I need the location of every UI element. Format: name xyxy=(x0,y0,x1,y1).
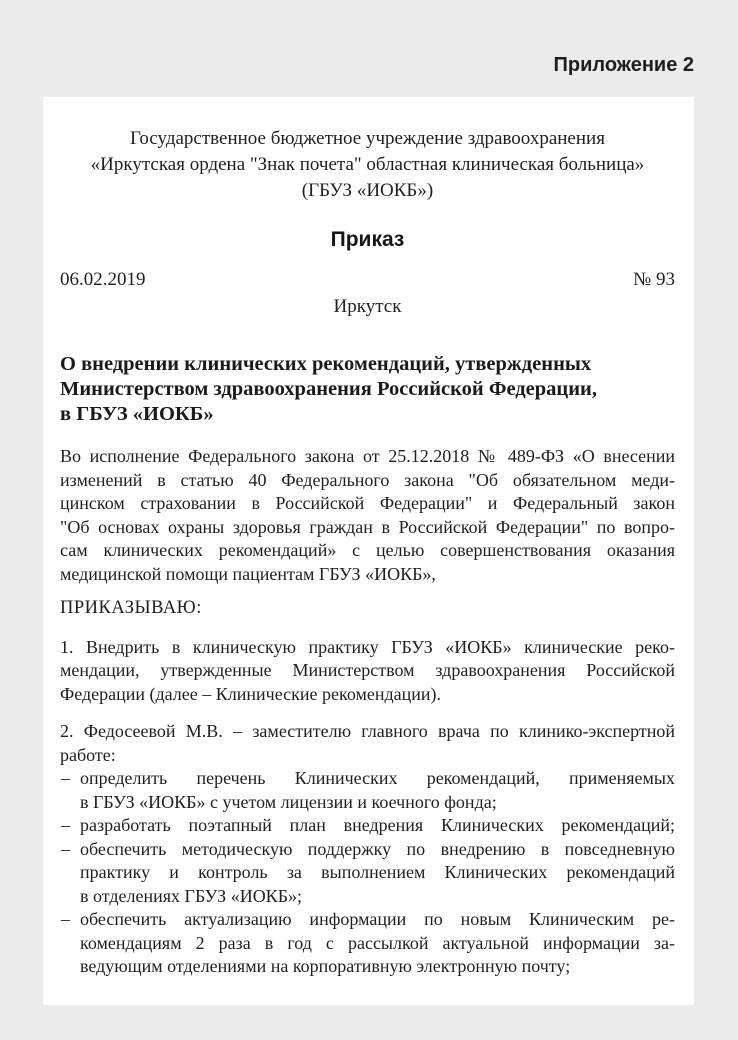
document-date: 06.02.2019 xyxy=(60,269,146,290)
list-item-text xyxy=(80,838,675,909)
document-number: № 93 xyxy=(633,269,675,290)
subject-heading xyxy=(60,352,675,427)
text-line: обеспечить актуализацию информации по новым Клиническим ре- xyxy=(80,909,675,929)
subject-line: в ГБУЗ «ИОКБ» xyxy=(60,403,214,425)
dash-marker: – xyxy=(61,768,70,788)
text-line: комендациям 2 раза в год с рассылкой актуальной информации за- xyxy=(80,932,675,953)
org-header-line: «Иркутская ордена "Знак почета" областная клиническая больница» xyxy=(90,154,645,175)
list-item-text xyxy=(80,814,675,838)
meta-row xyxy=(60,268,675,292)
text-line: сам клинических рекомендаций» с целью совершенствования оказания xyxy=(60,540,675,560)
text-line: изменений в статью 40 Федерального закона "Об обязательном меди- xyxy=(60,469,675,490)
text-line: медицинской помощи пациентам ГБУЗ «ИОКБ», xyxy=(60,563,436,584)
organization-header xyxy=(60,126,675,204)
text-line: обеспечить методическую поддержку по внедрению в повседневную xyxy=(80,838,675,859)
dash-marker: – xyxy=(61,838,70,859)
org-header-line: Государственное бюджетное учреждение здравоохранения xyxy=(130,128,605,149)
text-line: практику и контроль за выполнением Клинических рекомендаций xyxy=(80,862,675,882)
subject-line: Министерством здравоохранения Российской Федерации, xyxy=(60,378,597,400)
list-item-text xyxy=(80,767,675,814)
text-line: в ГБУЗ «ИОКБ» с учетом лицензии и коечного фонда; xyxy=(80,791,497,812)
preamble-paragraph xyxy=(60,445,675,586)
text-line: цинском страховании в Российской Федерации" и Федеральный закон xyxy=(60,493,675,513)
appendix-label: Приложение 2 xyxy=(553,54,694,76)
text-line: "Об основах охраны здоровья граждан в Российской Федерации" по вопро- xyxy=(60,516,675,537)
list-item-2 xyxy=(60,814,675,838)
text-line: 2. Федосеевой М.В. – заместителю главного врача по клинико-экспертной xyxy=(60,721,675,741)
text-line: определить перечень Клинических рекомендаций, применяемых xyxy=(80,768,675,788)
list-item-text xyxy=(80,908,675,979)
text-line: работе: xyxy=(60,744,116,765)
text-line: Во исполнение Федерального закона от 25.12.2018 № 489-ФЗ «О внесении xyxy=(60,446,675,466)
document-page xyxy=(43,97,694,1005)
list-item-4 xyxy=(60,908,675,979)
dash-marker: – xyxy=(61,815,70,835)
dash-marker: – xyxy=(61,909,70,929)
text-line: в отделениях ГБУЗ «ИОКБ»; xyxy=(80,885,303,906)
text-line: 1. Внедрить в клиническую практику ГБУЗ «ИОКБ» клинические реко- xyxy=(60,636,675,657)
order-item-2-intro xyxy=(60,720,675,767)
resolution-word: ПРИКАЗЫВАЮ: xyxy=(60,598,202,618)
text-line: мендации, утвержденные Министерством здравоохранения Российской xyxy=(60,660,675,680)
list-item-1 xyxy=(60,767,675,814)
org-header-line: (ГБУЗ «ИОКБ») xyxy=(301,180,434,201)
text-line: Федерации (далее – Клинические рекомендации). xyxy=(60,683,442,704)
text-line: ведующим отделениями на корпоративную электронную почту; xyxy=(80,956,571,976)
subject-line: О внедрении клинических рекомендаций, утвержденных xyxy=(60,353,592,375)
document-title: Приказ xyxy=(330,228,405,251)
document-city: Иркутск xyxy=(333,296,402,317)
list-item-3 xyxy=(60,838,675,909)
order-item-1 xyxy=(60,636,675,707)
text-line: разработать поэтапный план внедрения Клинических рекомендаций; xyxy=(80,815,675,835)
